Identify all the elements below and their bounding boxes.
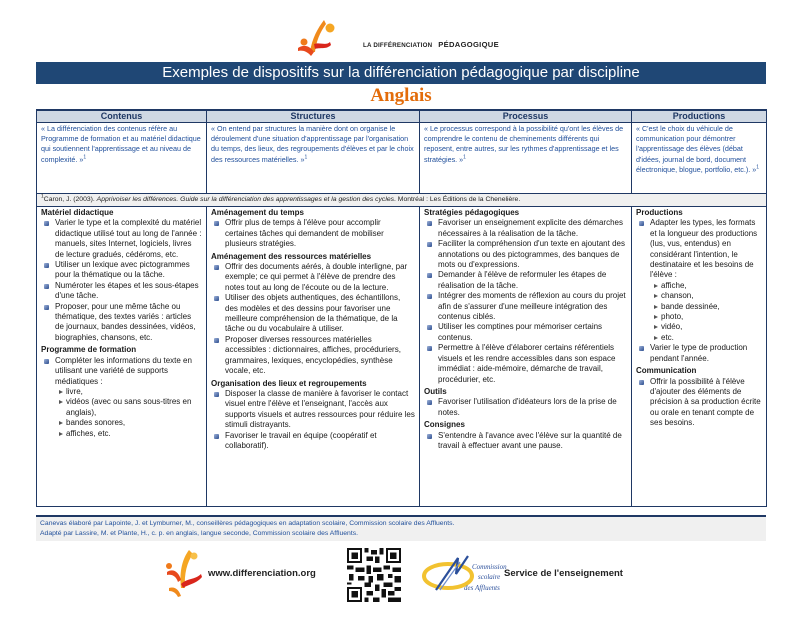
definition-productions <box>632 123 767 194</box>
list-item <box>225 389 415 431</box>
section-title: Programme de formation <box>41 345 137 355</box>
section-title: Stratégies pédagogiques <box>424 208 520 217</box>
subject-title: Anglais <box>370 85 432 106</box>
reference-citation <box>37 194 767 207</box>
list-item <box>225 262 415 293</box>
list-item-text: Compléter les informations du texte en utilisant une variété de supports médiatiques : <box>55 355 192 386</box>
sub-list-item: vidéo, <box>654 322 762 332</box>
section-title: Outils <box>424 386 447 396</box>
reference-publisher: . Montréal : Les Éditions de la Chenelière. <box>394 196 521 203</box>
footnote-mark: 1 <box>41 193 44 200</box>
reference-author: Caron, J. (2003). <box>43 196 97 203</box>
bullet-list <box>41 356 202 439</box>
column-header-processus: Processus <box>420 110 632 123</box>
bullet-list <box>424 431 627 452</box>
credit-line: Canevas élaboré par Lapointe, J. et Lymburner, M., conseillères pédagogiques en adaptation scolaire, Commission scolaire des Affluents. <box>40 520 455 527</box>
list-item-text: Favoriser un enseignement explicite des démarches nécessaires à la réalisation de la tâche. <box>438 218 623 238</box>
list-item <box>438 218 627 239</box>
list-item-text: Numéroter les étapes et les sous-étapes d'une tâche. <box>55 280 199 301</box>
website-link[interactable]: www.differenciation.org <box>208 568 316 579</box>
section-title: Organisation des lieux et regroupements <box>211 378 367 388</box>
column-body-structures <box>207 207 420 507</box>
reference-row <box>37 194 767 207</box>
section-title: Consignes <box>424 420 465 430</box>
list-item <box>55 260 202 281</box>
footnote-mark: 1 <box>304 154 308 161</box>
definition-text: « La différenciation des contenus réfère au Programme de formation et au matériel didactique qui soutiennent l'apprentissage et au niveau de complexité. » <box>41 124 201 164</box>
list-item <box>55 302 202 344</box>
list-item-text: Offrir des documents aérés, à double interligne, par exemple; ce qui permet à l'élève de prendre des notes tout au long de l'écoute ou de la lecture. <box>225 262 408 292</box>
bullet-list <box>211 389 415 451</box>
column-body-processus <box>420 207 632 507</box>
footnote-mark: 1 <box>463 154 466 161</box>
differenciation-footer-logo-icon <box>163 548 205 600</box>
list-item-text: Demander à l'élève de reformuler les étapes de réalisation de la tâche. <box>438 270 607 290</box>
list-item <box>225 218 415 249</box>
list-item <box>225 431 415 452</box>
reference-title: Apprivoiser les différences. Guide sur la différenciation des apprentissages et la gestion des cycles <box>96 196 395 203</box>
brand-big: PÉDAGOGIQUE <box>438 40 499 49</box>
list-item <box>438 291 627 322</box>
list-item-text: Permettre à l'élève d'élaborer certains référentiels visuels et les rendre accessibles dans son espace immédiat : aide-mémoire, démarche de travail, procédurier, etc. <box>438 343 616 384</box>
list-item-text: Proposer, pour une même tâche ou thématique, des textes variés : articles de journaux, bandes dessinées, vidéos, biographies, chansons, etc. <box>55 301 196 342</box>
list-item <box>438 270 627 291</box>
list-item <box>55 281 202 302</box>
list-item-text: Faciliter la compréhension d'un texte en ajoutant des annotations ou des pictogrammes, des banques de mots ou d'expressions. <box>438 239 625 270</box>
list-item-text: Offrir la possibilité à l'élève d'ajouter des éléments de précision à sa production écrite ou orale en tenant compte de ses besoins. <box>650 376 761 428</box>
column-header-contenus: Contenus <box>37 110 207 123</box>
list-item <box>650 377 762 429</box>
footnote-mark: 1 <box>83 154 87 161</box>
service-label: Service de l'enseignement <box>504 568 623 579</box>
list-item-text: Proposer diverses ressources matérielles accessibles : dictionnaires, affiches, procéduriers, grammaires, lexiques, encyclopédies, synthèse vocale, etc. <box>225 334 401 376</box>
list-item-text: Utiliser des objets authentiques, des échantillons, des modèles et des dessins pour favoriser une meilleure compréhension de la thématique, de la tâche ou du vocabulaire à utiliser. <box>225 293 401 334</box>
definition-text: « Le processus correspond à la possibilité qu'ont les élèves de comprendre le contenu de cheminements différents qui reposent, entre autres, sur les rythmes d'apprentissage et les stratégies. » <box>424 124 624 164</box>
bullet-list <box>636 377 762 429</box>
qr-code-icon <box>347 548 401 602</box>
list-item-text: Intégrer des moments de réflexion au cours du projet afin de s'assurer d'une meilleure intégration des contenus ciblés. <box>438 291 626 322</box>
list-item-text: Disposer la classe de manière à favoriser le contact visuel entre l'élève et l'enseignant, l'accès aux supports visuels et autres ressources pour réduire les stimuli distrayants. <box>225 388 415 430</box>
bullet-list <box>424 218 627 385</box>
sub-list-item: photo, <box>654 312 762 322</box>
list-item <box>225 335 415 377</box>
header-row <box>37 110 767 123</box>
list-item <box>438 431 627 452</box>
bullet-list <box>211 218 415 249</box>
list-item <box>438 343 627 385</box>
list-item <box>225 293 415 335</box>
section-title: Productions <box>636 208 683 217</box>
definition-contenus <box>37 123 207 194</box>
definition-processus <box>420 123 632 194</box>
definition-row <box>37 123 767 194</box>
list-item-text: Favoriser le travail en équipe (coopératif et collaboratif). <box>225 430 377 450</box>
differentiation-table <box>36 109 767 507</box>
list-item-text: Offrir plus de temps à l'élève pour accomplir certaines tâches qui demandent de mobiliser plusieurs stratégies. <box>225 218 384 249</box>
page-title: Exemples de dispositifs sur la différenciation pédagogique par discipline <box>36 62 766 84</box>
credits <box>36 515 766 541</box>
sub-list-item: bande dessinée, <box>654 302 762 312</box>
sub-list-item: etc. <box>654 333 762 343</box>
list-item-text: S'entendre à l'avance avec l'élève sur la quantité de travail à effectuer avant une pause. <box>438 430 622 450</box>
list-item-text: Utiliser les comptines pour mémoriser certains contenus. <box>438 322 603 342</box>
footnote-mark: 1 <box>756 164 760 171</box>
column-body-contenus <box>37 207 207 507</box>
list-item <box>55 356 202 439</box>
sub-list-item: bandes sonores, <box>59 418 202 428</box>
column-body-productions <box>632 207 767 507</box>
column-header-structures: Structures <box>207 110 420 123</box>
column-header-productions: Productions <box>632 110 767 123</box>
bullet-list <box>424 397 627 418</box>
csa-logo-line: des Affluents <box>464 584 500 592</box>
list-item <box>55 218 202 260</box>
csa-logo-line: scolaire <box>478 573 501 581</box>
bullet-list <box>211 262 415 376</box>
differenciation-logo-icon <box>296 18 336 60</box>
bullet-list <box>636 218 762 364</box>
definition-text: « On entend par structures la manière dont on organise le déroulement d'une situation d'apprentissage par l'organisation du temps, des lieux, des regroupements d'élèves et par le choix des ressources matérielles. » <box>211 124 414 164</box>
list-item <box>650 343 762 364</box>
list-item <box>438 397 627 418</box>
sub-list-item: affiche, <box>654 281 762 291</box>
bullet-list <box>41 218 202 343</box>
sub-list-item: chanson, <box>654 291 762 301</box>
sub-list-item: vidéos (avec ou sans sous-titres en anglais), <box>59 397 202 418</box>
sub-list <box>55 387 202 439</box>
definition-structures <box>207 123 420 194</box>
list-item <box>438 239 627 270</box>
list-item-text: Varier le type de production pendant l'année. <box>650 343 748 363</box>
list-item-text: Utiliser un lexique avec pictogrammes pour la thématique ou la tâche. <box>55 260 190 280</box>
section-title: Aménagement des ressources matérielles <box>211 251 372 261</box>
commission-scolaire-logo-icon <box>422 552 507 596</box>
definition-text: « C'est le choix du véhicule de communication pour démontrer l'apprentissage des élèves (débat d'idées, journal de bord, document électronique, blogue, portfolio, etc.). » <box>636 124 757 174</box>
sub-list-item: affiches, etc. <box>59 429 202 439</box>
sub-list-item: livre, <box>59 387 202 397</box>
credit-line: Adapté par Lassire, M. et Plante, H., c. p. en anglais, langue seconde, Commission scolaire des Affluents. <box>40 530 358 537</box>
csa-logo-line: Commission <box>472 563 507 571</box>
body-row <box>37 207 767 507</box>
brand-wordmark <box>363 40 499 49</box>
list-item-text: Varier le type et la complexité du matériel didactique utilisé tout au long de l'année : manuels, sites Internet, logiciels, livres de lecture gradués, cédéroms, etc. <box>55 218 202 259</box>
section-title: Communication <box>636 366 697 376</box>
list-item-text: Favoriser l'utilisation d'idéateurs lors de la prise de notes. <box>438 397 617 417</box>
brand-small: LA DIFFÉRENCIATION <box>363 42 433 49</box>
section-title: Aménagement du temps <box>211 208 304 217</box>
list-item <box>650 218 762 343</box>
sub-list <box>650 281 762 343</box>
list-item-text: Adapter les types, les formats et la longueur des productions (lus, vus, entendus) en considérant l'intention, le destinataire et les besoins de l'élève : <box>650 218 758 280</box>
section-title: Matériel didactique <box>41 208 114 217</box>
list-item <box>438 322 627 343</box>
